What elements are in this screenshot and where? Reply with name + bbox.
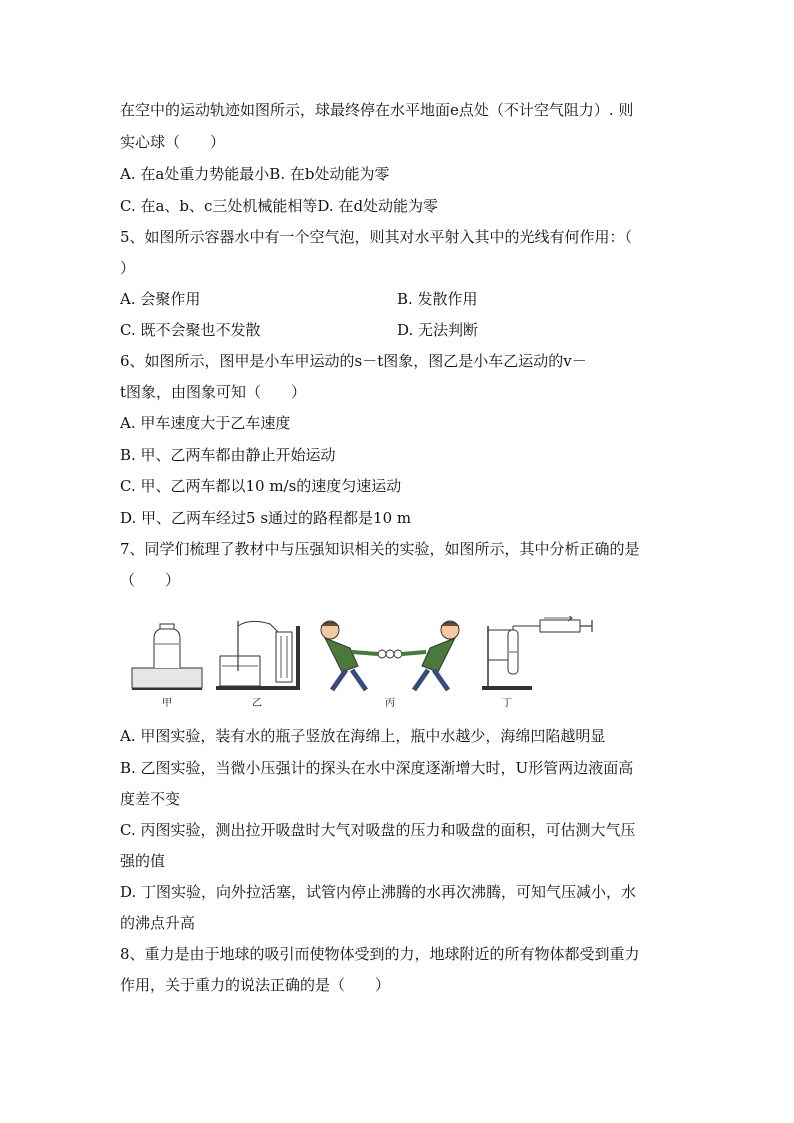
q5-options-row1: [120, 289, 680, 309]
q7-option-c-line1: C. 丙图实验，测出拉开吸盘时大气对吸盘的压力和吸盘的面积，可估测大气压: [120, 821, 636, 839]
q6-option-a: A. 甲车速度大于乙车速度: [120, 414, 291, 432]
q8-stem-line2: 作用，关于重力的说法正确的是（ ）: [120, 976, 391, 994]
q6-stem-line2: t图象，由图象可知（ ）: [120, 383, 307, 401]
q5-options-row2: [120, 320, 680, 340]
q6-option-d: D. 甲、乙两车经过5 s通过的路程都是10 m: [120, 509, 412, 527]
q7-option-c-line2: 强的值: [120, 852, 166, 870]
suction-cup-tug-drawing: [321, 621, 459, 690]
pressure-gauge-drawing: [216, 621, 300, 690]
q7-stem-line2: （ ）: [120, 571, 181, 589]
q4-options-cd: C. 在a、b、c三处机械能相等D. 在d处动能为零: [120, 197, 439, 215]
bottle-on-sponge-drawing: [132, 624, 202, 690]
q5-option-a: A. 会聚作用: [120, 290, 201, 308]
figure-label-ding: 丁: [502, 698, 512, 709]
syringe-boiling-drawing: [482, 616, 592, 690]
q4-options-ab: A. 在a处重力势能最小B. 在b处动能为零: [120, 165, 390, 183]
q6-option-c: C. 甲、乙两车都以10 m/s的速度匀速运动: [120, 477, 402, 495]
q4-stem-line1: 在空中的运动轨迹如图所示，球最终停在水平地面e点处（不计空气阻力）. 则: [120, 101, 634, 119]
q7-option-a: A. 甲图实验，装有水的瓶子竖放在海绵上，瓶中水越少，海绵凹陷越明显: [120, 727, 606, 745]
q4-stem-line2: 实心球（ ）: [120, 133, 226, 151]
q7-option-b-line1: B. 乙图实验，当微小压强计的探头在水中深度逐渐增大时，U形管两边液面高: [120, 759, 634, 777]
figure-label-bing: 丙: [385, 698, 395, 709]
experiment-illustration: [120, 616, 600, 708]
q7-experiment-figure: [120, 616, 600, 708]
q5-stem-line1: 5、如图所示容器水中有一个空气泡，则其对水平射入其中的光线有何作用：（: [120, 228, 633, 246]
q7-option-d-line2: 的沸点升高: [120, 914, 196, 932]
q7-option-d-line1: D. 丁图实验，向外拉活塞，试管内停止沸腾的水再次沸腾，可知气压减小，水: [120, 883, 637, 901]
q6-stem-line1: 6、如图所示，图甲是小车甲运动的s－t图象，图乙是小车乙运动的v－: [120, 352, 587, 370]
q5-option-c: C. 既不会聚也不发散: [120, 321, 261, 339]
figure-label-yi: 乙: [252, 698, 262, 709]
figure-label-jia: 甲: [162, 698, 172, 709]
q5-option-d: D. 无法判断: [397, 321, 479, 339]
q5-stem-line2: ）: [120, 259, 136, 277]
q5-option-b: B. 发散作用: [397, 290, 478, 308]
q7-option-b-line2: 度差不变: [120, 790, 181, 808]
q8-stem-line1: 8、重力是由于地球的吸引而使物体受到的力，地球附近的所有物体都受到重力: [120, 945, 640, 963]
q7-stem-line1: 7、同学们梳理了教材中与压强知识相关的实验，如图所示，其中分析正确的是: [120, 540, 640, 558]
q6-option-b: B. 甲、乙两车都由静止开始运动: [120, 446, 336, 464]
